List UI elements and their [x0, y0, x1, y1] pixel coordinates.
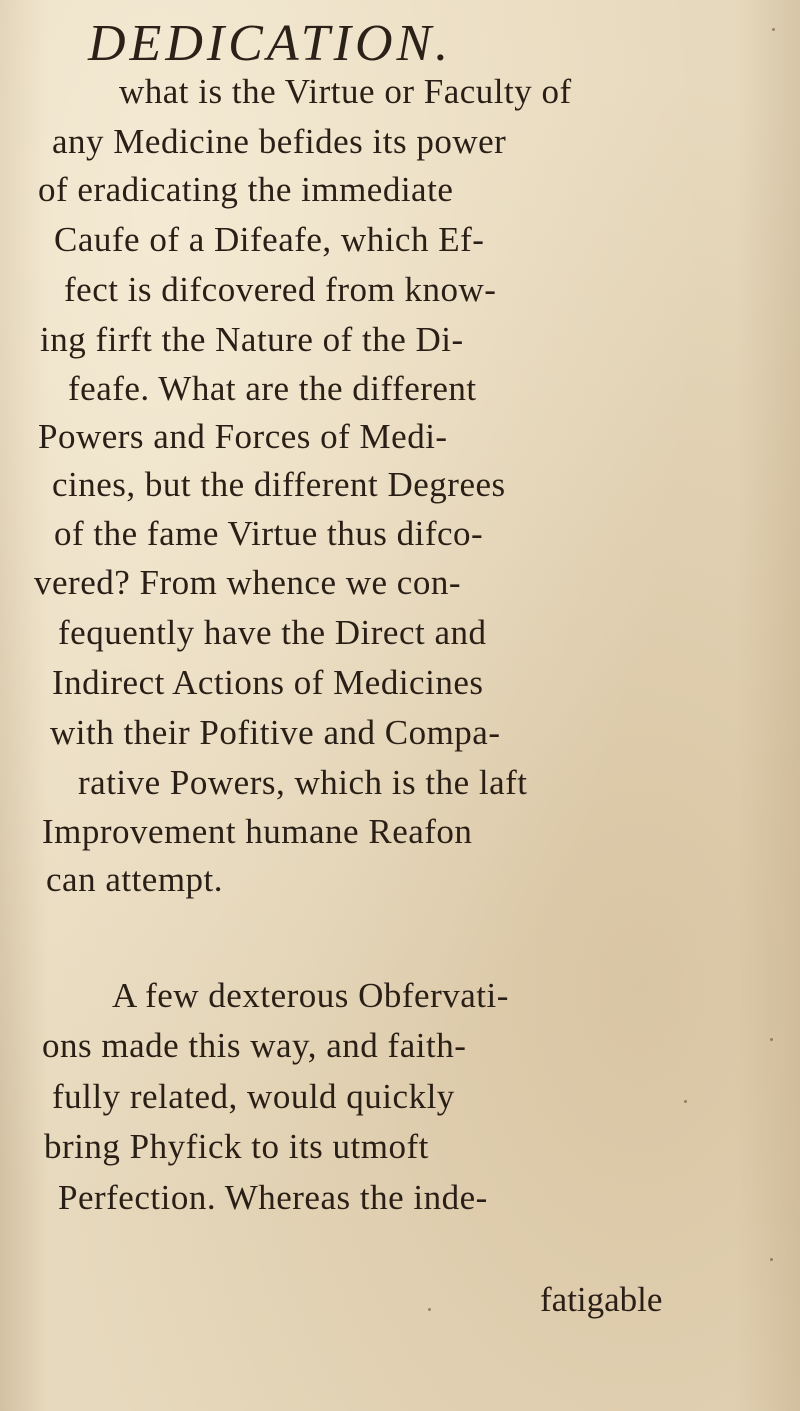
text-line-21: bring Phyfick to its utmoft [44, 1127, 429, 1166]
paper-speck [770, 1258, 773, 1261]
text-line-7: feafe. What are the different [68, 369, 477, 408]
text-line-9: cines, but the different Degrees [52, 465, 506, 504]
text-line-18: A few dexterous Obfervati- [112, 976, 509, 1015]
text-line-5: fect is difcovered from know- [64, 270, 497, 309]
text-line-19: ons made this way, and faith- [42, 1026, 467, 1065]
paper-speck [772, 28, 775, 31]
text-line-1: what is the Virtue or Faculty of [119, 72, 572, 111]
text-line-11: vered? From whence we con- [34, 563, 461, 602]
text-line-22: Perfection. Whereas the inde- [58, 1178, 488, 1217]
text-line-4: Caufe of a Difeafe, which Ef- [54, 220, 485, 259]
text-line-14: with their Pofitive and Compa- [50, 713, 501, 752]
text-line-2: any Medicine befides its power [52, 122, 507, 161]
text-line-12: fequently have the Direct and [58, 613, 487, 652]
text-line-8: Powers and Forces of Medi- [38, 417, 448, 456]
paper-speck [684, 1100, 687, 1103]
text-line-16: Improvement humane Reafon [42, 812, 473, 851]
text-line-15: rative Powers, which is the laft [78, 763, 528, 802]
text-line-20: fully related, would quickly [52, 1077, 455, 1116]
text-line-6: ing firft the Nature of the Di- [40, 320, 464, 359]
text-line-17: can attempt. [46, 860, 224, 899]
catchword: fatigable [540, 1280, 663, 1319]
paper-speck [770, 1038, 773, 1041]
text-line-13: Indirect Actions of Medicines [52, 663, 484, 702]
paper-speck [428, 1308, 431, 1311]
text-line-3: of eradicating the immediate [38, 170, 454, 209]
text-line-10: of the fame Virtue thus difco- [54, 514, 484, 553]
running-head: DEDICATION. [88, 15, 453, 72]
